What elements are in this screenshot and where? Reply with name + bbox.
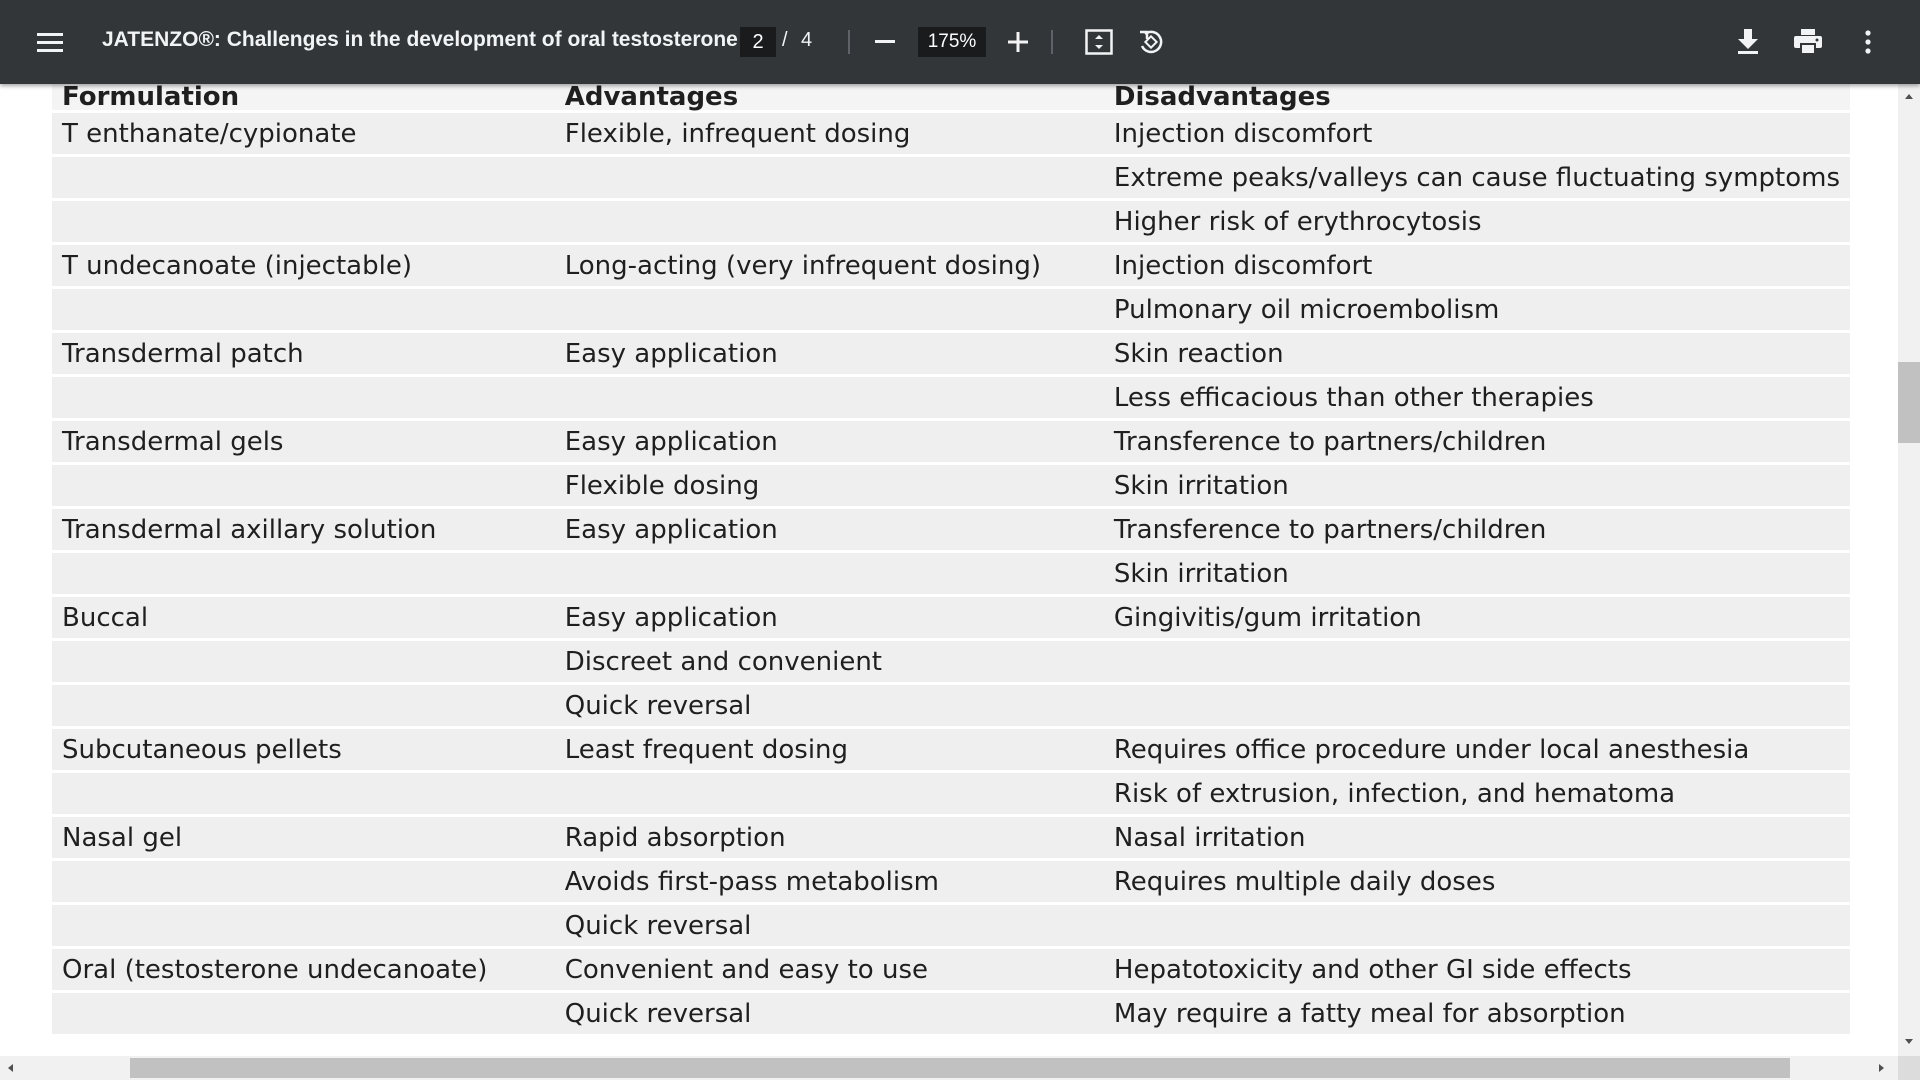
formulation-cell <box>52 376 555 420</box>
advantage-cell: Easy application <box>555 508 1104 552</box>
document-viewer[interactable] <box>0 84 1898 1056</box>
formulation-cell <box>52 552 555 596</box>
disadvantage-cell: Skin reaction <box>1104 332 1850 376</box>
table-row <box>52 244 1850 288</box>
table-row <box>52 156 1850 200</box>
formulation-cell <box>52 156 555 200</box>
formulation-cell <box>52 200 555 244</box>
advantage-cell <box>555 552 1104 596</box>
advantage-cell: Quick reversal <box>555 992 1104 1036</box>
total-pages: 4 <box>801 29 813 51</box>
header-disadvantages: Disadvantages <box>1104 84 1850 112</box>
advantage-cell: Quick reversal <box>555 684 1104 728</box>
advantage-cell: Flexible, infrequent dosing <box>555 112 1104 156</box>
more-options-button[interactable] <box>1848 22 1888 62</box>
disadvantage-cell <box>1104 640 1850 684</box>
table-row <box>52 860 1850 904</box>
disadvantage-cell: Transference to partners/children <box>1104 420 1850 464</box>
table-row <box>52 948 1850 992</box>
fit-to-page-icon <box>1085 29 1113 55</box>
advantage-cell: Easy application <box>555 420 1104 464</box>
advantage-cell: Discreet and convenient <box>555 640 1104 684</box>
toolbar-divider <box>848 30 850 54</box>
scroll-up-arrow-icon[interactable] <box>1898 88 1920 104</box>
disadvantage-cell: Transference to partners/children <box>1104 508 1850 552</box>
formulation-cell <box>52 464 555 508</box>
formulation-cell <box>52 772 555 816</box>
disadvantage-cell: Gingivitis/gum irritation <box>1104 596 1850 640</box>
vertical-scrollbar[interactable] <box>1898 84 1920 1056</box>
formulation-cell <box>52 640 555 684</box>
formulation-cell: Transdermal gels <box>52 420 555 464</box>
print-icon <box>1794 29 1822 55</box>
zoom-out-button[interactable] <box>867 22 903 62</box>
table-row <box>52 376 1850 420</box>
formulation-cell <box>52 904 555 948</box>
table-row <box>52 200 1850 244</box>
rotate-icon <box>1137 28 1165 56</box>
zoom-level-input[interactable]: 175% <box>918 27 986 57</box>
fit-to-page-button[interactable] <box>1079 22 1119 62</box>
scrollbar-corner <box>1898 1056 1920 1080</box>
formulation-cell <box>52 288 555 332</box>
disadvantage-cell: Less efficacious than other therapies <box>1104 376 1850 420</box>
advantage-cell: Least frequent dosing <box>555 728 1104 772</box>
disadvantage-cell: Skin irritation <box>1104 552 1850 596</box>
table-row <box>52 904 1850 948</box>
table-row <box>52 464 1850 508</box>
table-row <box>52 684 1850 728</box>
table-row <box>52 728 1850 772</box>
formulation-comparison-table <box>52 84 1850 1037</box>
advantage-cell: Convenient and easy to use <box>555 948 1104 992</box>
scroll-right-arrow-icon[interactable] <box>1872 1060 1890 1076</box>
formulation-cell: Oral (testosterone undecanoate) <box>52 948 555 992</box>
disadvantage-cell: Higher risk of erythrocytosis <box>1104 200 1850 244</box>
formulation-cell: T undecanoate (injectable) <box>52 244 555 288</box>
advantage-cell: Quick reversal <box>555 904 1104 948</box>
scroll-left-arrow-icon[interactable] <box>2 1060 20 1076</box>
disadvantage-cell: Nasal irritation <box>1104 816 1850 860</box>
advantage-cell: Easy application <box>555 332 1104 376</box>
advantage-cell <box>555 772 1104 816</box>
disadvantage-cell <box>1104 684 1850 728</box>
download-icon <box>1737 29 1759 55</box>
table-row <box>52 112 1850 156</box>
advantage-cell: Flexible dosing <box>555 464 1104 508</box>
table-row <box>52 420 1850 464</box>
table-header-row <box>52 84 1850 112</box>
advantage-cell <box>555 200 1104 244</box>
page-separator: / <box>782 29 788 51</box>
formulation-cell: Nasal gel <box>52 816 555 860</box>
vertical-scrollbar-thumb[interactable] <box>1898 362 1920 443</box>
formulation-cell <box>52 684 555 728</box>
advantage-cell <box>555 156 1104 200</box>
scroll-down-arrow-icon[interactable] <box>1898 1034 1920 1050</box>
advantage-cell: Long-acting (very infrequent dosing) <box>555 244 1104 288</box>
disadvantage-cell: May require a fatty meal for absorption <box>1104 992 1850 1036</box>
disadvantage-cell: Skin irritation <box>1104 464 1850 508</box>
disadvantage-cell: Injection discomfort <box>1104 244 1850 288</box>
formulation-cell: Transdermal patch <box>52 332 555 376</box>
formulation-cell <box>52 992 555 1036</box>
table-row <box>52 772 1850 816</box>
document-title: JATENZO®: Challenges in the development of oral testosterone <box>102 28 738 51</box>
disadvantage-cell: Hepatotoxicity and other GI side effects <box>1104 948 1850 992</box>
disadvantage-cell: Requires office procedure under local anesthesia <box>1104 728 1850 772</box>
download-button[interactable] <box>1728 22 1768 62</box>
more-vertical-icon <box>1865 30 1871 54</box>
formulation-cell: T enthanate/cypionate <box>52 112 555 156</box>
formulation-cell: Buccal <box>52 596 555 640</box>
horizontal-scrollbar-thumb[interactable] <box>130 1058 1790 1078</box>
current-page-input[interactable]: 2 <box>740 27 776 57</box>
toolbar-divider <box>1051 30 1053 54</box>
advantage-cell: Easy application <box>555 596 1104 640</box>
formulation-cell: Subcutaneous pellets <box>52 728 555 772</box>
table-row <box>52 288 1850 332</box>
disadvantage-cell: Pulmonary oil microembolism <box>1104 288 1850 332</box>
table-row <box>52 816 1850 860</box>
header-formulation: Formulation <box>52 84 555 112</box>
minus-icon <box>875 40 895 44</box>
table-row <box>52 640 1850 684</box>
advantage-cell: Rapid absorption <box>555 816 1104 860</box>
formulation-cell <box>52 860 555 904</box>
advantage-cell: Avoids first-pass metabolism <box>555 860 1104 904</box>
advantage-cell <box>555 376 1104 420</box>
disadvantage-cell: Requires multiple daily doses <box>1104 860 1850 904</box>
table-row <box>52 508 1850 552</box>
table-row <box>52 596 1850 640</box>
disadvantage-cell: Risk of extrusion, infection, and hematoma <box>1104 772 1850 816</box>
menu-icon[interactable] <box>30 22 70 62</box>
rotate-button[interactable] <box>1131 22 1171 62</box>
formulation-cell: Transdermal axillary solution <box>52 508 555 552</box>
table-row <box>52 552 1850 596</box>
advantage-cell <box>555 288 1104 332</box>
disadvantage-cell: Injection discomfort <box>1104 112 1850 156</box>
zoom-in-button[interactable] <box>1000 22 1036 62</box>
print-button[interactable] <box>1788 22 1828 62</box>
disadvantage-cell: Extreme peaks/valleys can cause fluctuating symptoms <box>1104 156 1850 200</box>
header-advantages: Advantages <box>555 84 1104 112</box>
pdf-toolbar <box>0 0 1920 84</box>
plus-icon <box>1008 32 1028 52</box>
table-row <box>52 332 1850 376</box>
table-row <box>52 992 1850 1036</box>
disadvantage-cell <box>1104 904 1850 948</box>
